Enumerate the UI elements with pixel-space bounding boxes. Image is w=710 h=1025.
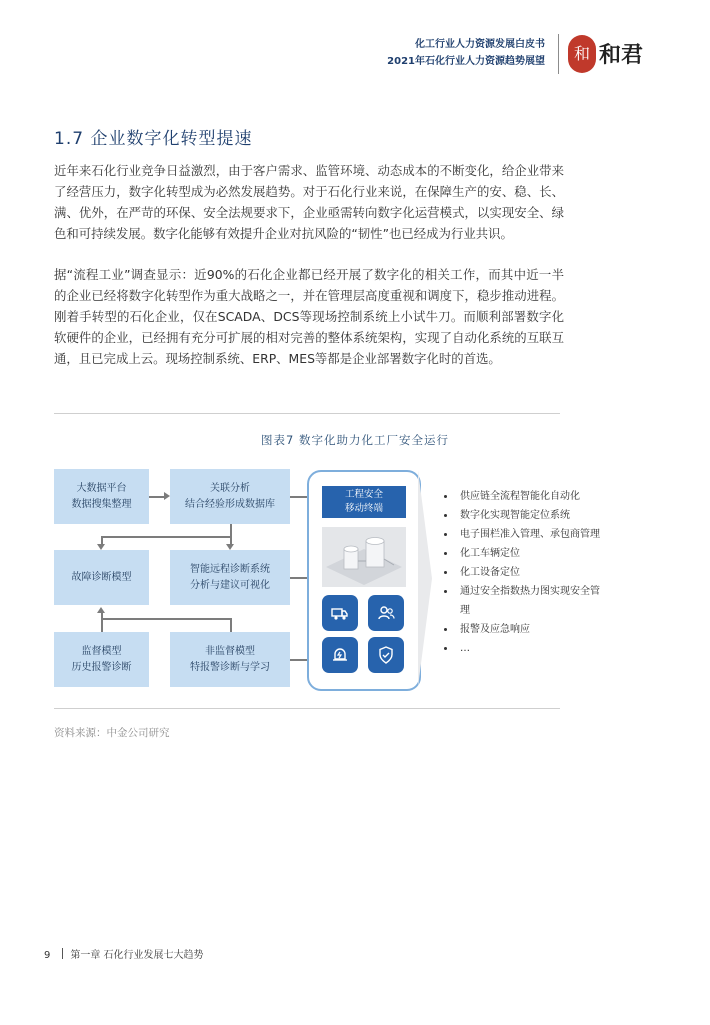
box-line: 特报警诊断与学习 [190,661,270,673]
list-item-text: 通过安全指数热力图实现安全管理 [460,586,600,616]
bullet-dot [444,495,447,498]
bullet-dot [444,514,447,517]
figure-top-rule [54,413,560,414]
body-paragraph-2: 据“流程工业”调查显示：近90%的石化企业都已经开展了数字化的相关工作，而其中近一半的企业已经将数字化转型作为重大战略之一，并在管理层高度重视和调度下，稳步推动进程。刚着手转型的石化企业，仅在SCADA、DCS等现场控制系统上小试牛刀。而顺利部署数字化软硬件的企业，已经拥有充分可扩展的相对完善的整体系统架构，实现了自动化系统的互联互通，且已完成上云。现场控制系统、ERP、MES等都是企业部署数字化时的首选。 [54,267,564,366]
header-divider [558,34,559,74]
list-item-text: 电子围栏准入管理、承包商管理 [460,529,600,540]
section-title: 1.7 企业数字化转型提速 [54,129,253,149]
list-item [441,506,601,525]
brand-logo [568,34,663,74]
connector-line [101,613,103,632]
connector-line [149,496,165,498]
list-item-text: 报警及应急响应 [460,624,530,635]
alarm-icon [322,637,358,673]
box-correlation-analysis [170,469,290,524]
box-unsupervised-model [170,632,290,687]
list-item-text: 化工车辆定位 [460,548,520,559]
report-header [387,36,545,70]
terminal-title [322,486,406,518]
report-title: 化工行业人力资源发展白皮书 [415,39,545,50]
figure-source: 资料来源：中金公司研究 [54,727,170,739]
box-line: 分析与建议可视化 [190,579,270,591]
feature-list [441,487,601,658]
logo-text: 和君 [599,43,644,68]
box-line: 智能远程诊断系统 [190,563,270,575]
connector-line [290,659,307,661]
plant-illustration [322,527,406,587]
logo-mark: 和 [568,35,596,73]
arrow-head [164,492,170,500]
figure-bottom-rule [54,708,560,709]
box-supervised-model [54,632,149,687]
list-item [441,525,601,544]
box-line: 监督模型 [81,645,122,657]
list-item-text: 供应链全流程智能化自动化 [460,491,580,502]
mobile-terminal-panel [307,470,421,691]
list-item [441,487,601,506]
box-line: 结合经验形成数据库 [185,498,275,510]
page-number: 9 [44,950,51,961]
arrow-head [97,607,105,613]
bullet-dot [444,590,447,593]
connector-line [101,618,232,620]
figure-title: 图表7 数字化助力化工厂安全运行 [261,433,449,447]
bullet-dot [444,628,447,631]
arrow-head [226,544,234,550]
box-line: 历史报警诊断 [71,661,132,673]
box-line: 大数据平台 [76,482,127,494]
list-item [441,563,601,582]
list-item [441,620,601,639]
terminal-title-line: 移动终端 [344,503,383,514]
connector-line [230,524,232,536]
connector-line [290,577,307,579]
box-line: 非监督模型 [205,645,255,657]
arrow-head [97,544,105,550]
box-big-data-platform [54,469,149,524]
connector-line [230,618,232,632]
box-line: 故障诊断模型 [71,571,132,583]
terminal-title-line: 工程安全 [344,489,383,500]
bullet-dot [444,533,447,536]
box-remote-diagnosis [170,550,290,605]
list-item [441,582,601,620]
bullet-dot [444,647,447,650]
box-line: 数据搜集整理 [71,498,132,510]
list-item [441,544,601,563]
list-item [441,639,601,658]
bullet-dot [444,552,447,555]
report-subtitle: 2021年石化行业人力资源趋势展望 [387,56,545,67]
connector-line [290,496,307,498]
connector-line [101,536,232,538]
users-icon [368,595,404,631]
list-item-text: 数字化实现智能定位系统 [460,510,570,521]
list-item-text: 化工设备定位 [460,567,520,578]
truck-icon [322,595,358,631]
flow-chevron [418,470,432,687]
list-item-text: … [460,643,470,654]
body-paragraph-1: 近年来石化行业竞争日益激烈，由于客户需求、监管环境、动态成本的不断变化，给企业带来了经营压力，数字化转型成为必然发展趋势。对于石化行业来说，在保障生产的安、稳、长、满、优外，在严苛的环保、安全法规要求下，企业亟需转向数字化运营模式，以实现安全、绿色和可持续发展。数字化能够有效提升企业对抗风险的“韧性”也已经成为行业共识。 [54,163,564,241]
bullet-dot [444,571,447,574]
footer-divider [62,948,63,959]
page-footer [44,946,204,961]
shield-check-icon [368,637,404,673]
box-fault-diagnosis [54,550,149,605]
box-line: 关联分析 [210,482,250,494]
chapter-title: 第一章 石化行业发展七大趋势 [70,950,204,961]
